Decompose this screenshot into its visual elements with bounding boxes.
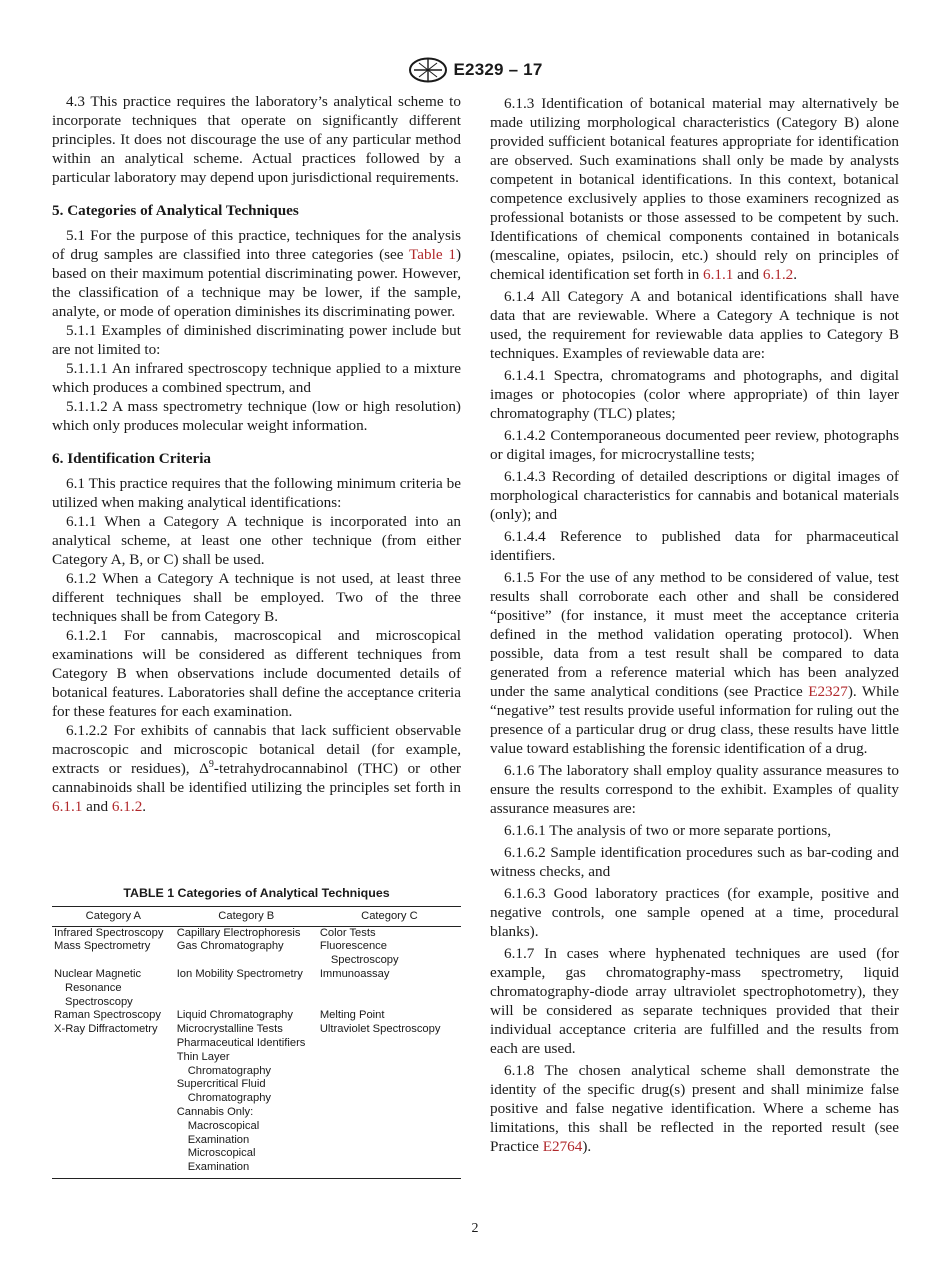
table-cell (175, 1023, 318, 1178)
para-6-1-1: 6.1.1 When a Category A technique is incorporated into an analytical scheme, at least one other technique (from either Category A, B, or C) shall be used. (52, 513, 461, 568)
table-title: TABLE 1 Categories of Analytical Techniques (123, 886, 390, 900)
table-cell (175, 940, 318, 968)
table-cell (318, 968, 461, 1009)
link-e2327[interactable]: E2327 (808, 683, 848, 700)
table-cell-text: Spectroscopy (330, 954, 399, 967)
table-cell-text: Melting Point (319, 1009, 385, 1022)
table-cell-text: Microscopical (187, 1147, 256, 1160)
table-cell-text: Supercritical Fluid (176, 1078, 266, 1091)
table-cell (52, 1009, 175, 1023)
para-6-1-4: 6.1.4 All Category A and botanical identifications shall have data that are reviewable. Where a Category A technique is not used, the requirement for reviewable data applies to Category B techniques. Examples of reviewable data are: (490, 288, 899, 362)
section-5-heading: 5. Categories of Analytical Techniques (52, 202, 299, 219)
standard-number: E2329 – 17 (453, 60, 543, 79)
link-6-1-1[interactable]: 6.1.1 (702, 266, 734, 283)
page-header (0, 57, 950, 83)
table-cell-text: Chromatography (187, 1092, 272, 1105)
table-cell (318, 1023, 461, 1178)
link-6-1-1[interactable]: 6.1.1 (52, 798, 83, 815)
para-6-1-2: 6.1.2 When a Category A technique is not used, at least three different techniques shall be employed. Two of the three techniques shall be from Category B. (52, 570, 461, 625)
section-6-heading: 6. Identification Criteria (52, 450, 212, 467)
table-cell (52, 926, 175, 940)
para-6-1-6-2: 6.1.6.2 Sample identification procedures such as bar-coding and witness checks, and (490, 844, 899, 880)
categories-table (52, 906, 461, 1179)
para-6-1-2-1: 6.1.2.1 For cannabis, macroscopical and microscopical examinations will be considered as different techniques from Category B when observations include documented details of botanical features. Laboratories shall define the acceptance criteria for these features for each examination. (52, 627, 461, 720)
table-row (52, 926, 461, 940)
table-cell (52, 940, 175, 968)
table-cell (175, 1009, 318, 1023)
table-row (52, 1009, 461, 1023)
table-row (52, 940, 461, 968)
table-cell (52, 1023, 175, 1178)
table-cell-text: Microcrystalline Tests (176, 1023, 283, 1036)
link-e2764[interactable]: E2764 (542, 1138, 583, 1155)
link-6-1-2[interactable]: 6.1.2 (111, 798, 143, 815)
page-number: 2 (471, 1221, 479, 1236)
table-cell-text: Cannabis Only: (176, 1105, 254, 1118)
table-cell-text: Raman Spectroscopy (54, 1009, 161, 1022)
para-6-1-4-2: 6.1.4.2 Contemporaneous documented peer review, photographs or digital images, for microcrystalline tests; (490, 427, 899, 463)
table-cell-text: Fluorescence (319, 940, 387, 953)
table-cell (318, 1009, 461, 1023)
table-cell (318, 940, 461, 968)
table-cell-text: Infrared Spectroscopy (54, 926, 164, 939)
para-5-1-1-1: 5.1.1.1 An infrared spectroscopy technique applied to a mixture which produces a combined spectrum, and (52, 360, 461, 396)
table-cell (175, 968, 318, 1009)
para-6-1-4-4: 6.1.4.4 Reference to published data for pharmaceutical identifiers. (490, 528, 899, 564)
table-cell-text: Thin Layer (176, 1050, 230, 1063)
table-cell-text: Nuclear Magnetic (54, 967, 142, 980)
table-cell-text: Resonance (65, 981, 122, 994)
para-6-1-7: 6.1.7 In cases where hyphenated techniques are used (for example, gas chromatography-mass spectrometry, liquid chromatography-diode array ultraviolet spectrophotometry), they will be considered as separate techniques provided that their individual acceptance criteria are fulfilled and the results from each are used. (490, 945, 899, 1057)
table-cell-text: Liquid Chromatography (176, 1009, 293, 1022)
para-5-1: 5.1 For the purpose of this practice, techniques for the analysis of drug samples are classified into three categories (see Table 1) based on their maximum potential discriminating power. However, the classification of a technique may be lower, if the sample, analyte, or mode of operation diminishes its discriminating power. (52, 227, 461, 320)
table-cell-text: Mass Spectrometry (54, 940, 151, 953)
table-cell-text: Capillary Electrophoresis (176, 926, 301, 939)
para-4-3: 4.3 This practice requires the laboratory’s analytical scheme to incorporate techniques that operate on significantly different principles. It does not discourage the use of any particular method within an analytical scheme. Actual practices followed by a particular laboratory may depend upon jurisdictional requirements. (52, 93, 461, 186)
right-column (490, 94, 899, 1159)
para-6-1-4-1: 6.1.4.1 Spectra, chromatograms and photographs, and digital images or photocopies (color where appropriate) of thin layer chromatography (TLC) plates; (490, 367, 899, 422)
column-header: Category B (175, 906, 318, 926)
table-cell (52, 968, 175, 1009)
astm-logo-icon (408, 57, 448, 83)
para-6-1-6-3: 6.1.6.3 Good laboratory practices (for example, positive and negative controls, one sample opened at a time, procedural blanks). (490, 885, 899, 940)
table-1 (52, 887, 461, 1179)
table-cell-text: Chromatography (187, 1064, 272, 1077)
table-cell-text: Pharmaceutical Identifiers (176, 1036, 306, 1049)
table-cell-text: Ion Mobility Spectrometry (176, 967, 303, 980)
table-cell-text: Color Tests (319, 926, 376, 939)
table-cell-text: Examination (187, 1133, 250, 1146)
table-row (52, 1023, 461, 1178)
para-6-1-6: 6.1.6 The laboratory shall employ quality assurance measures to ensure the results correspond to the exhibit. Examples of quality assurance measures are: (490, 762, 899, 817)
para-6-1-8: 6.1.8 The chosen analytical scheme shall demonstrate the identity of the specific drug(s) present and shall minimize false positive and false negative identification. Where a scheme has limitations, this shall be reflected in the reported result (see Practice E2764). (490, 1062, 899, 1155)
table-cell-text: Gas Chromatography (176, 940, 284, 953)
para-6-1: 6.1 This practice requires that the following minimum criteria be utilized when making analytical identifications: (52, 475, 461, 511)
para-6-1-3: 6.1.3 Identification of botanical material may alternatively be made utilizing morphological characteristics (Category B) alone provided sufficient botanical features appropriate for identification are observed. Such examinations shall only be made by analysts competent in botanical identifications. In this context, botanical competence exclusively applies to those examiners recognized as professional botanists or those assessed to be competent by such. Identifications of chemical components contained in botanicals (mescaline, opiates, psilocin, etc.) should rely on principles of chemical identification set forth in 6.1.1 and 6.1.2. (490, 95, 899, 283)
table-cell-text: X-Ray Diffractometry (54, 1023, 158, 1036)
table-cell (175, 926, 318, 940)
left-column (52, 92, 461, 816)
para-5-1-1: 5.1.1 Examples of diminished discriminating power include but are not limited to: (52, 322, 461, 358)
para-6-1-6-1: 6.1.6.1 The analysis of two or more separate portions, (504, 822, 832, 839)
column-header: Category A (52, 906, 175, 926)
table-cell-text: Examination (187, 1161, 250, 1174)
para-6-1-4-3: 6.1.4.3 Recording of detailed descriptions or digital images of morphological characteristics for cannabis and botanical materials (only); and (490, 468, 899, 523)
table-row (52, 968, 461, 1009)
para-6-1-5: 6.1.5 For the use of any method to be considered of value, test results shall corroborate each other and shall be considered “positive” (for instance, it must meet the acceptance criteria defined in the method validation operating protocol). When possible, data from a test result shall be compared to data generated from a reference material which has been analyzed under the same analytical conditions (see Practice E2327). While “negative” test results provide useful information for ruling out the presence of a particular drug or drug class, these results have little value toward establishing the forensic identification of a drug. (490, 569, 899, 757)
table-1-link[interactable]: Table 1 (409, 246, 456, 263)
para-5-1-1-2: 5.1.1.2 A mass spectrometry technique (low or high resolution) which only produces molecular weight information. (52, 398, 461, 434)
table-cell (318, 926, 461, 940)
table-cell-text: Macroscopical (187, 1119, 260, 1132)
table-cell-text: Ultraviolet Spectroscopy (319, 1023, 441, 1036)
column-header: Category C (318, 906, 461, 926)
link-6-1-2[interactable]: 6.1.2 (762, 266, 794, 283)
table-cell-text: Immunoassay (319, 967, 390, 980)
table-cell-text: Spectroscopy (65, 995, 133, 1008)
para-6-1-2-2: 6.1.2.2 For exhibits of cannabis that lack sufficient observable macroscopic and microscopic botanical detail (for example, extracts or residues), $\Delta^9$-tetrahydrocannabinol (THC) or other cannabinoids shall be identified utilizing the principles set forth in 6.1.1 and 6.1.2. (52, 722, 461, 815)
